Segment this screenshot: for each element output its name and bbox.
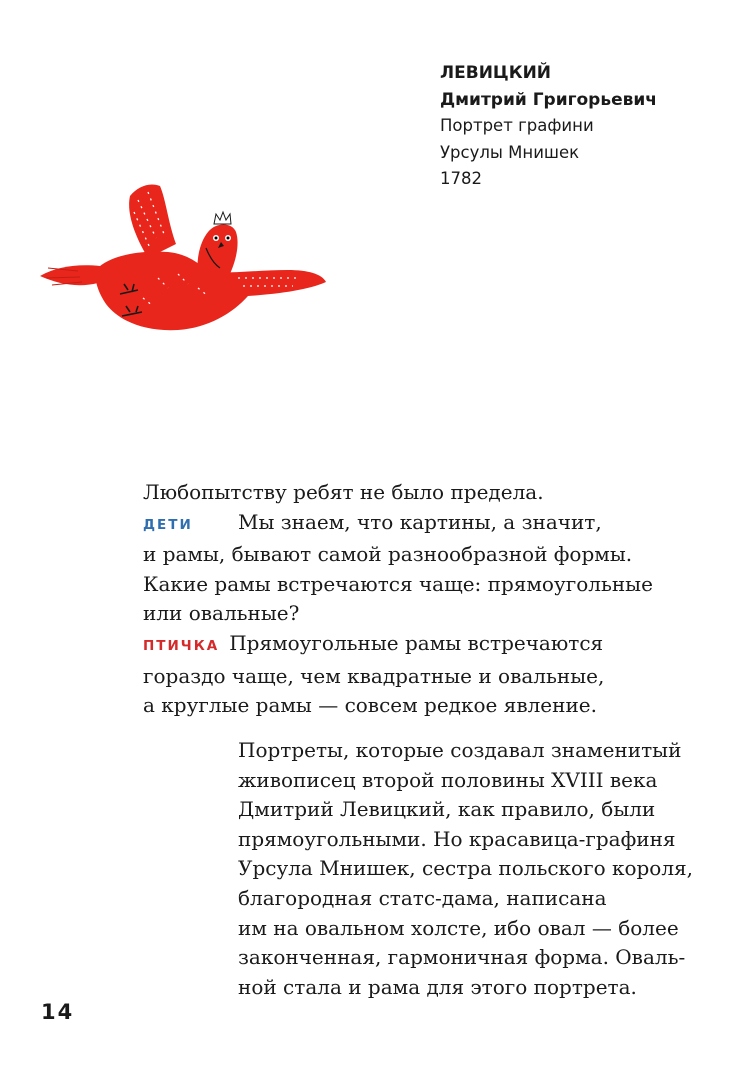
kids-line-1 [143, 508, 653, 541]
artwork-title-line-2: Урсулы Мнишек [440, 142, 580, 162]
story-line: Портреты, которые создавал знаменитый [238, 738, 682, 762]
story-line: благородная статс-дама, написана [238, 885, 607, 910]
story-line: им на овальном холсте, ибо овал — более [238, 915, 679, 940]
bird-text-1: Прямоугольные рамы встречаются [229, 630, 604, 655]
story-line: живописец второй половины XVIII века [238, 767, 658, 792]
kids-line-2: и рамы, бывают самой разнообразной формы. [143, 542, 633, 567]
kids-line-4: или овальные? [143, 601, 300, 626]
story-line: законченная, гармоничная форма. Оваль- [238, 945, 686, 970]
story-line: Дмитрий Левицкий, как правило, были [238, 797, 656, 822]
story-line: ной стала и рама для этого портрета. [238, 974, 637, 999]
dialog-block [143, 478, 653, 721]
artist-surname: ЛЕВИЦКИЙ [440, 63, 552, 83]
speaker-kids-label: ДЕТИ [143, 516, 193, 533]
dialog-intro: Любопытству ребят не было предела. [143, 480, 544, 504]
artwork-caption [440, 60, 657, 193]
kids-line-3: Какие рамы встречаются чаще: прямоугольные [143, 571, 653, 596]
red-bird-with-crown-icon [38, 178, 328, 340]
story-line: Урсула Мнишек, сестра польского короля, [238, 856, 694, 881]
bird-line-2: гораздо чаще, чем квадратные и овальные, [143, 663, 605, 688]
bird-line-3: а круглые рамы — совсем редкое явление. [143, 693, 597, 718]
artwork-year: 1782 [440, 169, 482, 188]
speaker-bird-label: ПТИЧКА [143, 637, 220, 654]
bird-line-1 [143, 629, 653, 662]
story-line: прямоугольными. Но красавица-графиня [238, 826, 676, 851]
page-number: 14 [41, 1000, 75, 1024]
kids-text-1: Мы знаем, что картины, а значит, [238, 509, 602, 534]
artist-name: Дмитрий Григорьевич [440, 89, 657, 110]
artwork-title-line-1: Портрет графини [440, 116, 594, 135]
story-paragraph [238, 736, 693, 1002]
